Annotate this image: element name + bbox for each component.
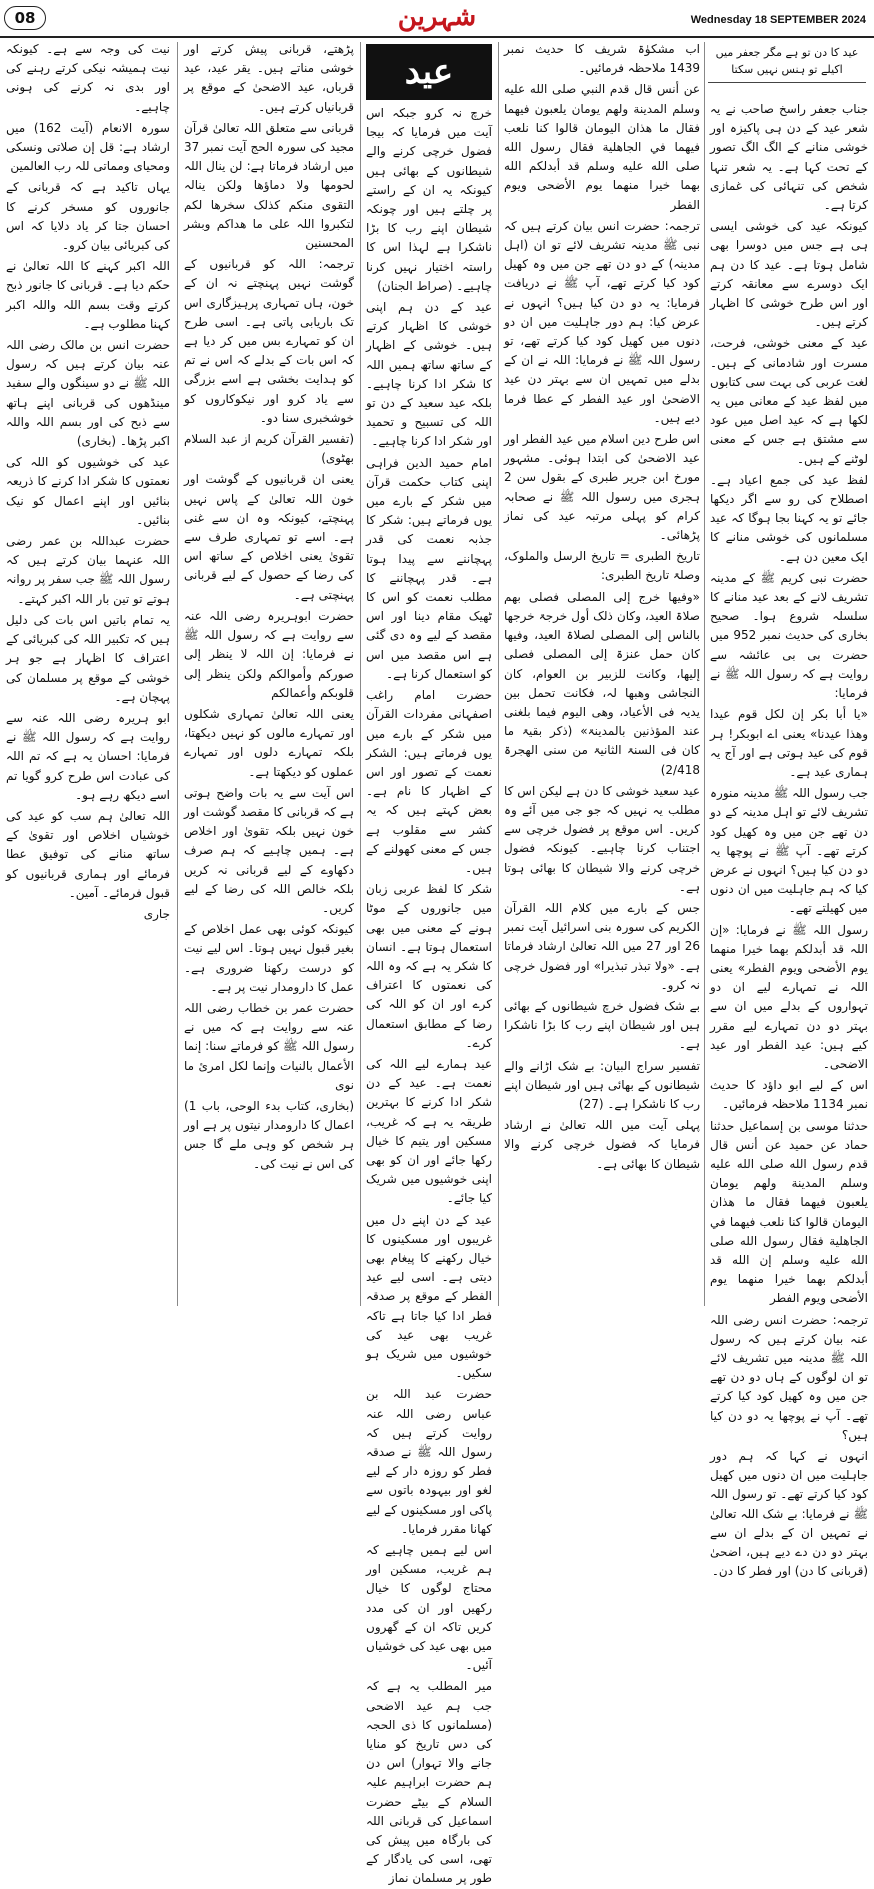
paragraph: کیونکہ عید کی خوشی ایسی ہی ہے جس میں دوسرا بھی شامل ہوتا ہے۔ عید کا دن ہم ایک دوسرے سے معانقہ کرتے اور اس طرح خوشی کا اظہار کرتے ہیں۔ <box>710 219 868 330</box>
paragraph: جب رسول اللہ ﷺ مدینہ منورہ تشریف لائے تو اہل مدینہ کے دو دن تھے جن میں وہ کھیل کود کرتے تھے۔ آپ ﷺ نے پوچھا یہ دو دن کیا ہیں؟ انہوں نے عرض کیا کہ ہم جاہلیت میں ان دنوں میں کھیلتے تھے۔ <box>710 786 868 916</box>
paragraph: جس کے بارے میں کلام اللہ القرآن الکریم کی سورہ بنی اسرائیل آیت نمبر 26 اور 27 میں اللہ تعالیٰ ارشاد فرماتا ہے۔ «ولا تبذر تبذیرا» اور فضول خرچی نہ کرو۔ <box>504 900 700 992</box>
column-4 <box>184 40 354 1308</box>
paragraph: حضرت امام راغب اصفہانی مفردات القرآن میں شکر کے بارے میں یوں فرماتے ہیں: الشکر نعمت کے تصور اور اس کے اظہار کا نام ہے۔ بعض کہتے ہیں کہ یہ کشر سے مقلوب ہے جس کے معنی کھولنے کے ہیں۔ <box>366 688 492 875</box>
paragraph: عید سعید خوشی کا دن ہے لیکن اس کا مطلب یہ نہیں کہ جو جی میں آئے وہ کریں۔ اس موقع پر فضول خرچی سے اجتناب کرنا چاہیے۔ کیونکہ فضول خرچی کرنے والا شیطان کا بھائی ہوتا ہے۔ <box>504 783 700 894</box>
paragraph: حضرت ابوہریرہ رضی اللہ عنہ سے روایت ہے کہ رسول اللہ ﷺ نے فرمایا: إن اللہ لا ینظر إلی صورکم وأموالکم ولکن ینظر إلی قلوبکم وأعمالکم <box>184 608 354 700</box>
paragraph: ابو ہریرہ رضی اللہ عنہ سے روایت ہے کہ رسول اللہ ﷺ نے فرمایا: احسان یہ ہے کہ تم اللہ کی عبادت اس طرح کرو گویا تم اسے دیکھ رہے ہو۔ <box>6 710 170 802</box>
paragraph: حضرت نبی کریم ﷺ کے مدینہ تشریف لانے کے بعد عید منانے کا سلسلہ شروع ہوا۔ صحیح بخاری کی حدیث نمبر 952 میں حضرت بی بی عائشہ سے روایت ہے کہ رسول اللہ ﷺ نے فرمایا: <box>710 570 869 701</box>
paragraph: عید کی خوشیوں کو اللہ کی نعمتوں کا شکر ادا کرنے کا ذریعہ بنائیں اور اپنے اعمال کو نیک بنائیں۔ <box>6 455 170 527</box>
paragraph: پہلی آیت میں اللہ تعالیٰ نے ارشاد فرمایا کہ فضول خرچی کرنے والا شیطان کا بھائی ہے۔ <box>504 1118 700 1171</box>
paragraph: (تفسیر القرآن کریم از عبد السلام بھٹوی) <box>184 432 354 466</box>
page-number: 08 <box>4 6 46 30</box>
column-divider <box>498 42 499 1306</box>
paragraph: عید کے دن اپنے دل میں غریبوں اور مسکینوں کا خیال رکھنے کا پیغام بھی دیتی ہے۔ اسی لیے عید الفطر کے موقع پر صدقہ فطر ادا کیا جاتا ہے تاکہ غریب بھی عید کی خوشیوں میں شریک ہو سکیں۔ <box>366 1212 492 1381</box>
column-divider <box>177 42 178 1306</box>
paragraph: رسول اللہ ﷺ نے فرمایا: «إن اللہ قد أبدلکم بھما خیرا منھما یوم الأضحی ویوم الفطر» یعنی اللہ نے تمہارے لیے ان دو تہواروں کے بدلے میں ان سے بہتر دو دن تمہارے لیے مقرر کیے ہیں: عید الفطر اور عید الاضحی۔ <box>710 922 868 1071</box>
paragraph: حضرت عبداللہ بن عمر رضی اللہ عنہما بیان کرتے ہیں کہ رسول اللہ ﷺ جب سفر پر روانہ ہوتے تو تین بار اللہ اکبر کہتے۔ <box>6 534 170 606</box>
paragraph: لفظ عید کی جمع اعیاد ہے۔ اصطلاح کی رو سے اگر دیکھا جائے تو یہ کہنا بجا ہوگا کہ عید مسلمانوں کی خوشی منانے کا ایک معین دن ہے۔ <box>710 472 868 564</box>
paragraph: تاریخ الطبری = تاریخ الرسل والملوک، وصلۃ تاریخ الطبری: <box>504 549 700 583</box>
column-divider <box>360 42 361 1306</box>
paragraph: یعنی اللہ تعالیٰ تمہاری شکلوں اور تمہارے مالوں کو نہیں دیکھتا، بلکہ تمہارے دلوں اور تمہارے عملوں کو دیکھتا ہے۔ <box>184 706 354 779</box>
paragraph: یعنی ان قربانیوں کے گوشت اور خون اللہ تعالیٰ کے پاس نہیں پہنچتے، کیونکہ وہ ان سے غنی ہے۔ اسے تو تمہاری طرف سے تقویٰ یعنی اخلاص کے ساتھ اس کی رضا کے حصول کے لیے قربانی پہنچتی ہے۔ <box>184 472 354 602</box>
paragraph: شکر کا لفظ عربی زبان میں جانوروں کے موٹا ہونے کے معنی میں بھی استعمال ہوتا ہے۔ انسان کا شکر یہ ہے کہ وہ اللہ کی نعمتوں کا اعتراف کرے اور ان کو اللہ کی رضا کے مطابق استعمال کرے۔ <box>366 882 492 1050</box>
paragraph: تفسیر سراج البیان: بے شک اڑانے والے شیطانوں کے بھائی ہیں اور شیطان اپنے رب کا ناشکرا ہے۔ (27) <box>504 1058 700 1111</box>
paragraph: «وفیھا خرج إلی المصلی فصلی بھم صلاۃ العید، وکان ذلک أول خرجۃ خرجھا بالناس إلی المصلی لصلاۃ العید، وفیھا کان حمل عنزۃ إلی المصلی فصلی إلیھا، وکانت للزبیر بن العوام، کان النجاشی وھبھا لہ، فکانت تحمل بین یدیہ فی الأعیاد، وھی الیوم فیما بلغنی عند المؤذنین بالمدینۃ» (ذکر بقیۃ ما کان فی السنۃ الثانیۃ من سنی الھجرۃ 2/418) <box>504 589 700 777</box>
paragraph: عید ہمارے لیے اللہ کی نعمت ہے۔ عید کے دن شکر ادا کرنے کا بہترین طریقہ یہ ہے کہ غریب، مسکین اور یتیم کا خیال رکھا جائے اور ان کو بھی اپنی خوشیوں میں شریک کیا جائے۔ <box>366 1056 492 1206</box>
dateline: Wednesday 18 SEPTEMBER 2024 <box>690 14 866 26</box>
paragraph: ترجمہ: حضرت انس بیان کرتے ہیں کہ نبی ﷺ مدینہ تشریف لائے تو ان (اہل مدینہ) کے دو دن تھے جن میں وہ کھیل کود کیا کرتے تھے، آپ ﷺ نے دریافت فرمایا: یہ دو دن کیا ہیں؟ انہوں نے عرض کیا: ہم دور جاہلیت میں ان دو دنوں میں کھیل کود کیا کرتے تھے، تو رسول اللہ ﷺ نے فرمایا: اللہ نے ان کے بدلے میں تمہیں ان سے بہتر دن عید الاضحیٰ اور عید الفطر کے عطا فرما دیے ہیں۔ <box>504 218 700 425</box>
paragraph: اس آیت سے یہ بات واضح ہوتی ہے کہ قربانی کا مقصد گوشت اور خون نہیں بلکہ تقویٰ اور اخلاص ہے۔ ہمیں چاہیے کہ ہم صرف دکھاوے کے لیے قربانی نہ کریں بلکہ خالص اللہ کی رضا کے لیے کریں۔ <box>184 785 354 915</box>
paragraph: انہوں نے کہا کہ ہم دور جاہلیت میں ان دنوں میں کھیل کود کیا کرتے تھے۔ تو رسول اللہ ﷺ نے فرمایا: بے شک اللہ تعالیٰ نے تمہیں ان کے بدلے ان سے بہتر دو دن دے دیے ہیں، اضحیٰ (قربانی کا دن) اور فطر کا دن۔ <box>710 1449 868 1579</box>
paragraph: کیونکہ کوئی بھی عمل اخلاص کے بغیر قبول نہیں ہوتا۔ اس لیے نیت کو درست رکھنا ضروری ہے۔ عمل کا دارومدار نیت پر ہے۔ <box>184 922 354 994</box>
paragraph: اللہ تعالیٰ ہم سب کو عید کی خوشیاں اخلاص اور تقویٰ کے ساتھ منانے کی توفیق عطا فرمائے اور ہماری قربانیوں کو قبول فرمائے۔ آمین۔ <box>6 808 170 900</box>
column-1 <box>710 100 869 1579</box>
paragraph: حضرت انس بن مالک رضی اللہ عنہ بیان کرتے ہیں کہ رسول اللہ ﷺ نے دو سینگوں والے سفید مینڈھوں کی قربانی اپنے ہاتھ سے ذبح کی اور بسم اللہ واللہ اکبر پڑھا۔ (بخاری) <box>6 338 170 449</box>
column-divider <box>704 42 705 1306</box>
opening-couplet: عید کا دن تو ہے مگر جعفر میں اکیلے تو ہنس نہیں سکتا <box>708 44 866 83</box>
column-2 <box>504 40 700 1308</box>
paragraph: میر المطلب یہ ہے کہ جب ہم عید الاضحی (مسلمانوں کا ذی الحجہ کی دس تاریخ کو منایا جانے والا تہوار) اس دن ہم حضرت ابراہیم علیہ السلام کے بیٹے حضرت اسماعیل کی قربانی اللہ کی بارگاہ میں پیش کی تھی، اسی کی یادگار کے طور پر مسلمان نماز <box>366 1679 492 1886</box>
paragraph: «یا أبا بکر إن لکل قوم عیدا وھذا عیدنا» یعنی اے ابوبکر! ہر قوم کی عید ہوتی ہے اور آج یہ ہماری عید ہے۔ <box>710 707 868 779</box>
header-rule <box>0 36 874 38</box>
paragraph: جناب جعفر راسخ صاحب نے یہ شعر عید کے دن ہی پاکیزہ اور خوشی منانے کے الگ الگ تصور کے تحت کہا ہے۔ یہ شعر تنہا شخص کی تنہائی کی غمازی کرتا ہے۔ <box>710 102 868 213</box>
paragraph: اس کے لیے ابو داؤد کا حدیث نمبر 1134 ملاحظہ فرمائیں۔ <box>710 1078 868 1112</box>
paragraph: نیت کی وجہ سے ہے۔ کیونکہ نیت ہمیشہ نیکی کرتے رہنے کی اور بدی نہ کرنے کی ہونی چاہیے۔ <box>6 42 170 114</box>
paragraph: عید کے دن ہم اپنی خوشی کا اظہار کرتے ہیں۔ خوشی کے اظہار کے ساتھ ساتھ ہمیں اللہ کا شکر ادا کرنا چاہیے۔ بلکہ عید سعید کے دن تو اللہ کی تسبیح و تحمید اور شکر ادا کرنا چاہیے۔ <box>366 300 492 449</box>
paragraph: جاری <box>143 906 170 921</box>
article-title: عید <box>366 44 492 100</box>
paragraph: عید کے معنی خوشی، فرحت، مسرت اور شادمانی کے ہیں۔ لغت عربی کی بہت سی کتابوں میں لفظ عید کے معانی میں یہ لکھا ہے کہ عید اصل میں عود سے مشتق ہے جس کے معنی لوٹنے کے ہیں۔ <box>710 336 868 466</box>
page-header <box>0 0 874 36</box>
newspaper-logo <box>372 2 502 34</box>
paragraph: قربانی سے متعلق اللہ تعالیٰ قرآن مجید کی سورہ الحج آیت نمبر 37 میں ارشاد فرماتا ہے: لن ینال اللہ لحومھا ولا دماؤھا ولکن ینالہ التقوی منکم کذلک سخرھا لکم لتکبروا اللہ علی ما ھداکم وبشر المحسنین <box>184 120 354 251</box>
logo-text: شہرین <box>397 2 477 32</box>
column-5 <box>6 40 170 1308</box>
paragraph: امام حمید الدین فراہی اپنی کتاب حکمت قرآن میں شکر کے بارے میں یوں فرماتے ہیں: شکر کا جذبہ نعمت کی قدر پہچاننے سے پیدا ہوتا ہے۔ قدر پہچاننے کا مطلب نعمت کو اس کا ٹھیک مقام دینا اور اس مقصد کے لیے وہ دی گئی ہے اس مقصد میں اس کو استعمال کرنا ہے۔ <box>366 455 492 681</box>
paragraph: اس لیے ہمیں چاہیے کہ ہم غریب، مسکین اور محتاج لوگوں کا خیال رکھیں اور ان کی مدد کریں تاکہ ان کے گھروں میں بھی عید کی خوشیاں آئیں۔ <box>366 1543 492 1673</box>
paragraph: حضرت عبد اللہ بن عباس رضی اللہ عنہ روایت کرتے ہیں کہ رسول اللہ ﷺ نے صدقہ فطر کو روزہ دار کے لیے لغو اور بیہودہ باتوں سے پاکی اور مسکینوں کے لیے کھانا مقرر فرمایا۔ <box>366 1387 492 1536</box>
paragraph: بے شک فضول خرچ شیطانوں کے بھائی ہیں اور شیطان اپنے رب کا بڑا ناشکرا ہے۔ <box>504 998 700 1052</box>
paragraph: ترجمہ: حضرت انس رضی اللہ عنہ بیان کرتے ہیں کہ رسول اللہ ﷺ مدینہ میں تشریف لائے تو ان لوگوں کے ہاں دو دن تھے جن میں وہ کھیل کود کیا کرتے تھے۔ آپ نے پوچھا یہ دو دن کیا ہیں؟ <box>710 1312 868 1442</box>
paragraph: پڑھتے، قربانی پیش کرتے اور خوشی مناتے ہیں۔ یقر عید، عید قرباں، عید الاضحیٰ کے موقع پر قربانیاں کرتے ہیں۔ <box>184 42 354 114</box>
paragraph: ترجمہ: اللہ کو قربانیوں کے گوشت نہیں پہنچتے نہ ان کے خون، ہاں تمہاری پرہیزگاری اس تک باریابی پاتی ہے۔ اسی طرح ان کو تمہارے بس میں کر دیا ہے کہ اس بات کے بدلے کہ اس نے تم کو ہدایت بخشی ہے اسے بزرگی سے یاد کرو اور نیکوکاروں کو خوشخبری سنا دو۔ <box>184 257 354 425</box>
paragraph: حدثنا موسى بن إسماعيل حدثنا حماد عن حميد عن أنس قال قدم رسول الله صلى الله عليه وسلم المدينة ولهم يومان يلعبون فيهما فقال ما هذان اليومان قالوا كنا نلعب فيهما في الجاهلية فقال رسول الله صلى الله عليه وسلم إن الله قد أبدلكم بهما خيرا منهما يوم الأضحى ويوم الفطر <box>710 1118 868 1306</box>
paragraph: یہاں تاکید ہے کہ قربانی کے جانوروں کو مسخر کرنے کا احسان جتا کر یاد دلایا کہ اس کی کبریائی بیان کرو۔ <box>6 180 170 253</box>
paragraph: خرچ نہ کرو جبکہ اس آیت میں فرمایا کہ بیجا فضول خرچی کرنے والے شیطانوں کے بھائی ہیں کیونکہ یہ ان کے راستے پر چلتے ہیں اور چونکہ شیطان اپنے رب کا بڑا ناشکرا ہے لہذا اس کا راستہ اختیار نہیں کرنا چاہیے۔ (صراط الجنان) <box>366 106 492 293</box>
paragraph: اب مشکوٰۃ شریف کا حدیث نمبر 1439 ملاحظہ فرمائیں۔ <box>504 42 700 76</box>
paragraph: (بخاری، کتاب بدء الوحی، باب 1) اعمال کا دارومدار نیتوں پر ہے اور ہر شخص کو وہی ملے گا جس کی اس نے نیت کی۔ <box>184 1098 354 1171</box>
paragraph: عن أنس قال قدم النبي صلى الله عليه وسلم المدينة ولهم يومان يلعبون فيهما فقال ما هذان اليومان قالوا كنا نلعب فيهما في الجاهلية فقال رسول الله صلى الله عليه وسلم قد أبدلكم الله بهما خيرا منهما يوم الأضحى ويوم الفطر <box>504 82 700 212</box>
paragraph: اس طرح دین اسلام میں عید الفطر اور عید الاضحیٰ کی ابتدا ہوئی۔ مشہور مورخ ابن جریر طبری کے بقول سن 2 ہجری میں رسول اللہ ﷺ نے صحابہ کرام کو پہلی مرتبہ عید کی نماز پڑھائی۔ <box>504 432 700 543</box>
paragraph: حضرت عمر بن خطاب رضی اللہ عنہ سے روایت ہے کہ میں نے رسول اللہ ﷺ کو فرماتے سنا: إنما الأعمال بالنیات وإنما لکل امرئ ما نوی <box>184 1000 354 1092</box>
paragraph: اللہ اکبر کہنے کا اللہ تعالیٰ نے حکم دیا ہے۔ قربانی کا جانور ذبح کرتے وقت بسم اللہ واللہ اکبر کہنا مطلوب ہے۔ <box>6 259 170 331</box>
column-3 <box>366 104 492 1886</box>
paragraph: یہ تمام باتیں اس بات کی دلیل ہیں کہ تکبیر اللہ کی کبریائی کے اعتراف کا اظہار ہے جو ہر خوشی کے موقع پر مسلمان کی پہچان ہے۔ <box>6 612 170 704</box>
paragraph: سورہ الانعام (آیت 162) میں ارشاد ہے: قل إن صلاتی ونسکی ومحیای ومماتی للہ رب العالمین <box>6 120 170 174</box>
